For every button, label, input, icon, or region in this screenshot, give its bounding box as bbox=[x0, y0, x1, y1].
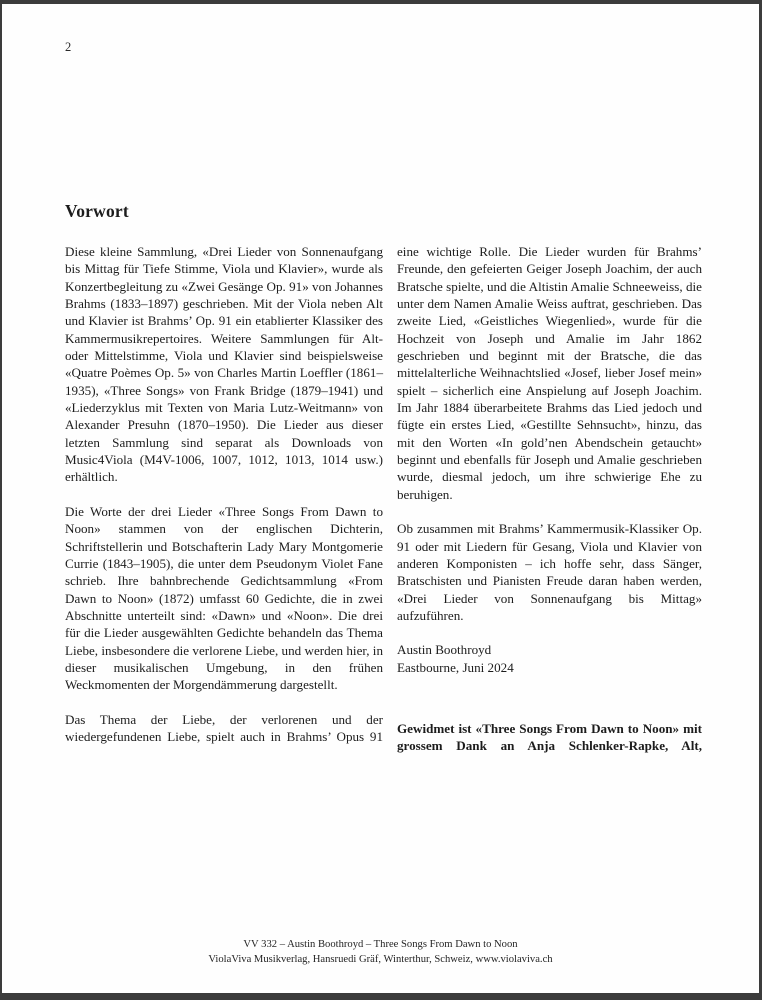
dedication-text: Gewidmet ist «Three Songs From Dawn to Noon» mit grossem Dank an Anja Schlenker-Rapke, Alt, bbox=[397, 720, 702, 754]
section-heading: Vorwort bbox=[65, 201, 129, 221]
signature-place-date: Eastbourne, Juni 2024 bbox=[397, 659, 514, 675]
page-footer bbox=[2, 938, 759, 967]
signature-block bbox=[397, 641, 702, 676]
paragraph: eine wichtige Rolle. Die Lieder wurden für Brahms’ Freunde, den gefeierten Geiger Joseph Joachim, der auch Bratsche spielte, und die Altistin Amalie Schneeweiss, die unter dem Namen Amalie Weiss auftrat, geschrieben. Das zweite Lied, «Geistliches Wiegenlied», wurde für die Hochzeit von Joseph und Amalie im Jahr 1862 geschrieben und beginnt mit der Bratsche, die das mittelalterliche Weihnachtslied «Josef, lieber Josef mein» spielt – sicherlich eine Anspielung auf Joseph Joachim. Im Jahr 1884 überarbeitete Brahms das Lied jedoch und fügte ein erstes Lied, «Gestillte Sehnsucht», hinzu, das mit den Worten «In gold’nen Abendschein getaucht» beginnt und ebenfalls für Joseph und Amalie geschrieben wurde, diesmal jedoch, um ihre schwierige Ehe zu beruhigen. bbox=[397, 244, 702, 502]
paragraph: Ob zusammen mit Brahms’ Kammermusik-Klassiker Op. 91 oder mit Liedern für Gesang, Viola und Klavier von anderen Komponisten – ich hoffe sehr, dass Sänger, Bratschisten und Pianisten Freude daran haben werden, «Drei Lieder von Sonnenaufgang bis Mittag» aufzuführen. bbox=[397, 521, 702, 623]
paragraph: Diese kleine Sammlung, «Drei Lieder von Sonnenaufgang bis Mittag für Tiefe Stimme, Viola und Klavier», wurde als Konzertbegleitung zu «Zwei Gesänge Op. 91» von Johannes Brahms (1833–1897) geschrieben. Mit der Viola neben Alt und Klavier ist Brahms’ Op. 91 ein etablierter Klassiker des Kammermusikrepertoires. Weitere Sammlungen für Alt- oder Mittelstimme, Viola und Klavier sind beispielsweise «Quatre Poèmes Op. 5» von Charles Martin Loeffler (1861–1935), «Three Songs» von Frank Bridge (1879–1941) und «Liederzyklus mit Texten von Maria Lutz-Weitmann» von Alexander Presuhn (1870–1950). Die Lieder aus dieser letzten Sammlung sind separat als Downloads von Music4Viola (M4V-1006, 1007, 1012, 1013, 1014 usw.) erhältlich. bbox=[65, 244, 383, 485]
footer-publisher-line: ViolaViva Musikverlag, Hansruedi Gräf, Winterthur, Schweiz, www.violaviva.ch bbox=[208, 953, 553, 965]
page-content bbox=[65, 201, 702, 755]
paragraph: Die Worte der drei Lieder «Three Songs From Dawn to Noon» stammen von der englischen Dichterin, Schriftstellerin und Botschafterin Lady Mary Montgomerie Currie (1843–1905), die unter dem Pseudonym Violet Fane schrieb. Ihre bahnbrechende Gedichtsammlung «From Dawn to Noon» (1872) umfasst 60 Gedichte, die in zwei Abschnitte unterteilt sind: «Dawn» und «Noon». Die drei für die Lieder ausgewählten Gedichte behandeln das Thema Liebe, insbesondere die verlorene Liebe, und werden hier, in dieser musikalischen Umgebung, in den frühen Weckmomenten der Morgendämmerung dargestellt. bbox=[65, 503, 383, 693]
signature-name: Austin Boothroyd bbox=[397, 642, 492, 658]
left-column bbox=[65, 243, 383, 755]
footer-catalog-line: VV 332 – Austin Boothroyd – Three Songs From Dawn to Noon bbox=[243, 939, 518, 950]
paragraph: Das Thema der Liebe, der verlorenen und der wiedergefundenen Liebe, spielt auch in Brahms’ Opus 91 bbox=[65, 711, 383, 744]
document-page bbox=[2, 4, 759, 993]
page-number: 2 bbox=[65, 40, 72, 54]
right-column bbox=[397, 243, 702, 755]
two-column-text bbox=[65, 243, 702, 755]
